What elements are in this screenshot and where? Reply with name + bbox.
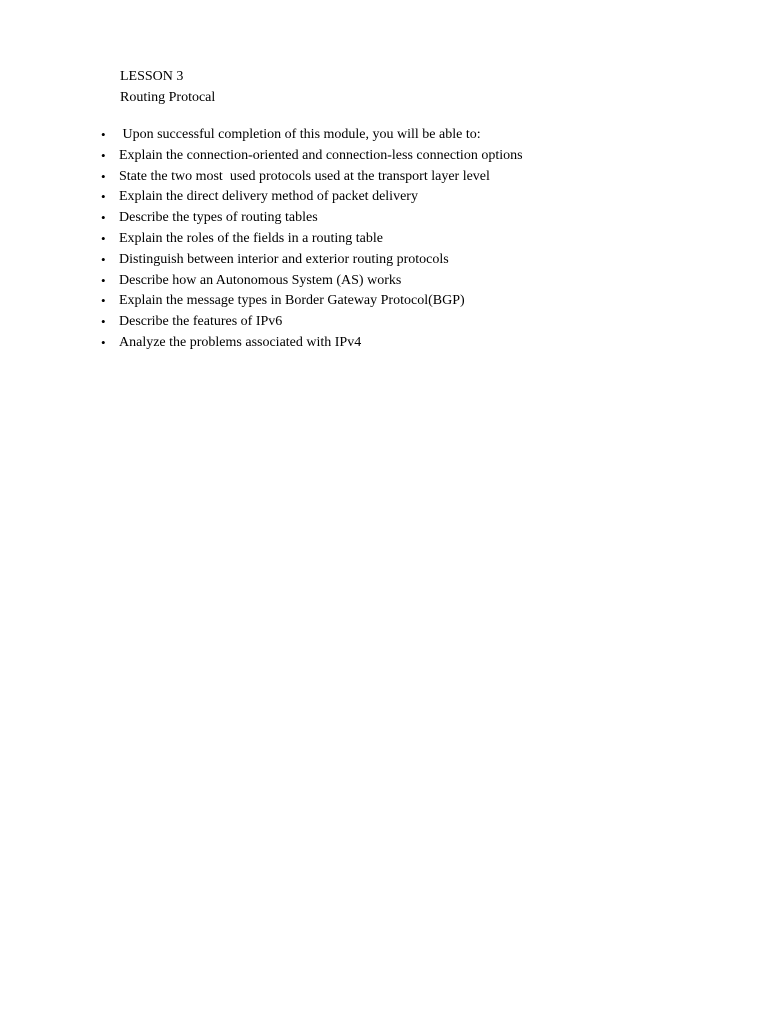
lesson-title: Routing Protocal [120,89,216,105]
bullet-icon: • [101,293,106,309]
bullet-icon: • [101,168,106,184]
list-item [0,208,768,229]
list-item-text: State the two most used protocols used at the transport layer level [119,168,490,184]
bullet-icon: • [101,210,106,226]
list-item [0,291,768,312]
list-item [0,250,768,271]
bullet-icon: • [101,230,106,246]
bullet-icon: • [101,127,106,142]
bullet-icon: • [101,147,106,163]
bullet-icon: • [101,272,106,288]
list-item [0,146,768,167]
list-item-text: Describe the features of IPv6 [119,314,283,330]
list-item [0,167,768,188]
list-item-text: Explain the roles of the fields in a routing table [119,230,383,246]
objectives-list [0,125,768,354]
list-item-text: Explain the direct delivery method of packet delivery [119,189,418,205]
list-item-text: Describe the types of routing tables [119,210,318,226]
list-item [0,187,768,208]
list-item [0,229,768,250]
list-item-text: Describe how an Autonomous System (AS) works [119,272,402,288]
bullet-icon: • [101,314,106,330]
bullet-icon: • [101,189,106,205]
list-item [0,333,768,354]
list-item-text: Explain the connection-oriented and connection-less connection options [119,147,523,163]
list-item [0,312,768,333]
list-item [0,125,768,146]
list-item-text: Explain the message types in Border Gateway Protocol(BGP) [119,293,465,309]
lesson-heading [120,67,215,108]
lesson-number: LESSON 3 [120,69,184,84]
list-item-text: Analyze the problems associated with IPv4 [119,334,362,350]
bullet-icon: • [101,334,106,350]
list-item [0,271,768,292]
bullet-icon: • [101,251,106,267]
list-item-text: Distinguish between interior and exterior routing protocols [119,251,449,267]
list-item-text: Upon successful completion of this module, you will be able to: [119,127,481,142]
